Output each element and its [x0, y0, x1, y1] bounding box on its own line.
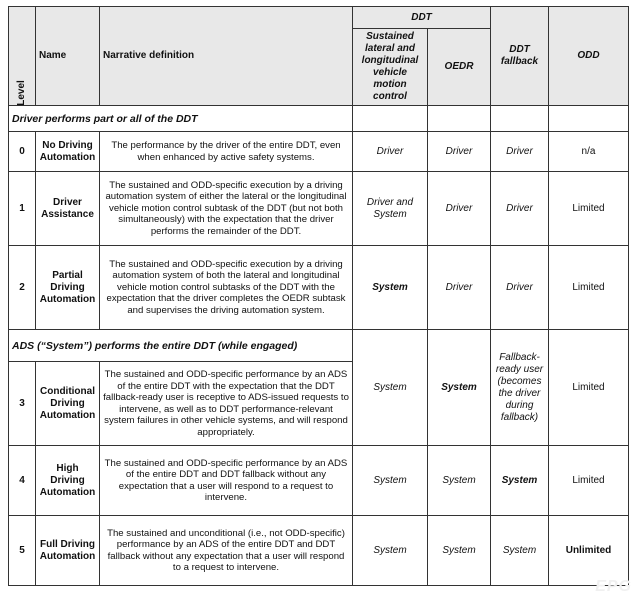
- sustained-cell: System: [353, 516, 428, 586]
- odd-cell: Limited: [549, 446, 629, 516]
- narrative-text: The sustained and unconditional (i.e., not ODD-specific) performance by an ADS of the entire DDT and DDT fallback without any expectation that a user will respond to a request to intervene.: [100, 516, 353, 586]
- odd-cell: Unlimited: [549, 516, 629, 586]
- odd-cell: n/a: [549, 132, 629, 172]
- odd-cell: Limited: [549, 172, 629, 246]
- level-number: 0: [9, 132, 36, 172]
- table-row: [9, 172, 629, 246]
- sustained-cell: Driver and System: [353, 172, 428, 246]
- narrative-text: The sustained and ODD-specific execution by a driving automation system of either the lateral or the longitudinal vehicle motion control subtask of the DDT (but not both simultaneously) with the expectation that the driver performs the remainder of the DDT.: [100, 172, 353, 246]
- sustained-cell: System: [353, 246, 428, 330]
- oedr-cell: System: [428, 446, 491, 516]
- level-name: High Driving Automation: [36, 446, 100, 516]
- odd-header: ODD: [549, 7, 629, 106]
- odd-cell: Limited: [549, 246, 629, 330]
- ddt-header: DDT: [353, 7, 491, 29]
- fallback-cell: Driver: [491, 246, 549, 330]
- fallback-cell: System: [491, 446, 549, 516]
- oedr-header: OEDR: [428, 29, 491, 106]
- level-name: Partial Driving Automation: [36, 246, 100, 330]
- oedr-cell: System: [428, 330, 491, 446]
- oedr-cell: Driver: [428, 132, 491, 172]
- level-name: Conditional Driving Automation: [36, 362, 100, 446]
- narrative-text: The sustained and ODD-specific execution by a driving automation system of both the lateral and longitudinal vehicle motion control subtasks of the DDT with the expectation that the driver completes the OEDR subtask and supervises the driving automation system.: [100, 246, 353, 330]
- narrative-text: The performance by the driver of the entire DDT, even when enhanced by active safety systems.: [100, 132, 353, 172]
- oedr-cell: System: [428, 516, 491, 586]
- narrative-header: Narrative definition: [100, 7, 353, 106]
- level-name: Driver Assistance: [36, 172, 100, 246]
- narrative-text: The sustained and ODD-specific performance by an ADS of the entire DDT with the expectation that the DDT fallback-ready user is receptive to ADS-issued requests to intervene, as well as to DDT performance-relevant system failures in other vehicle systems, and will respond appropriately.: [100, 362, 353, 446]
- narrative-text: The sustained and ODD-specific performance by an ADS of the entire DDT and DDT fallback without any expectation that a user will respond to a request to intervene.: [100, 446, 353, 516]
- table-row: [9, 246, 629, 330]
- table-row: [9, 132, 629, 172]
- fallback-cell: Driver: [491, 172, 549, 246]
- table-row: [9, 516, 629, 586]
- section-driver: Driver performs part or all of the DDT: [9, 106, 353, 132]
- sustained-cell: Driver: [353, 132, 428, 172]
- name-header: Name: [36, 7, 100, 106]
- level-number: 2: [9, 246, 36, 330]
- sustained-cell: System: [353, 446, 428, 516]
- sustained-header: Sustained lateral and longitudinal vehicle motion control: [353, 29, 428, 106]
- fallback-cell: Fallback-ready user (becomes the driver during fallback): [491, 330, 549, 446]
- table-row: [9, 446, 629, 516]
- level-number: 4: [9, 446, 36, 516]
- oedr-cell: Driver: [428, 246, 491, 330]
- level-number: 5: [9, 516, 36, 586]
- watermark-logo: EPG: [595, 578, 632, 595]
- level-number: 1: [9, 172, 36, 246]
- level-name: No Driving Automation: [36, 132, 100, 172]
- section-ads: ADS (“System”) performs the entire DDT (while engaged): [9, 330, 353, 362]
- fallback-cell: System: [491, 516, 549, 586]
- fallback-cell: Driver: [491, 132, 549, 172]
- ddt-fallback-header: DDT fallback: [491, 7, 549, 106]
- odd-cell: Limited: [549, 330, 629, 446]
- level-name: Full Driving Automation: [36, 516, 100, 586]
- level-number: 3: [9, 362, 36, 446]
- sustained-cell: System: [353, 330, 428, 446]
- automation-levels-table: [8, 6, 629, 586]
- oedr-cell: Driver: [428, 172, 491, 246]
- level-header: Level: [9, 7, 36, 106]
